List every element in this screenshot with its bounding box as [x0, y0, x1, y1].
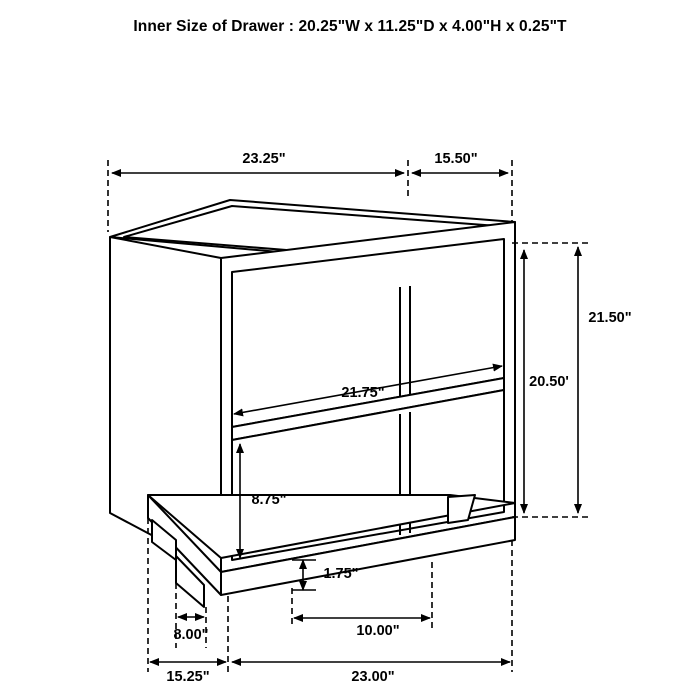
- label-foot-width: 8.00": [173, 627, 209, 643]
- label-base-inner-width: 10.00": [356, 623, 400, 639]
- furniture-body: [110, 200, 515, 607]
- label-top-side-depth: 15.50": [434, 151, 478, 167]
- label-base-overall-width: 23.00": [351, 669, 395, 685]
- label-case-height: 20.50': [529, 374, 569, 390]
- label-drawer-front-width: 21.75": [341, 385, 385, 401]
- label-top-front-width: 23.25": [242, 151, 286, 167]
- label-base-side-width: 15.25": [166, 669, 210, 685]
- page-title: Inner Size of Drawer : 20.25"W x 11.25"D x 4.00"H x 0.25"T: [133, 18, 567, 35]
- label-lower-drawer-height: 8.75": [251, 492, 287, 508]
- label-overall-height: 21.50": [588, 310, 632, 326]
- label-plinth-height: 1.75": [323, 566, 359, 582]
